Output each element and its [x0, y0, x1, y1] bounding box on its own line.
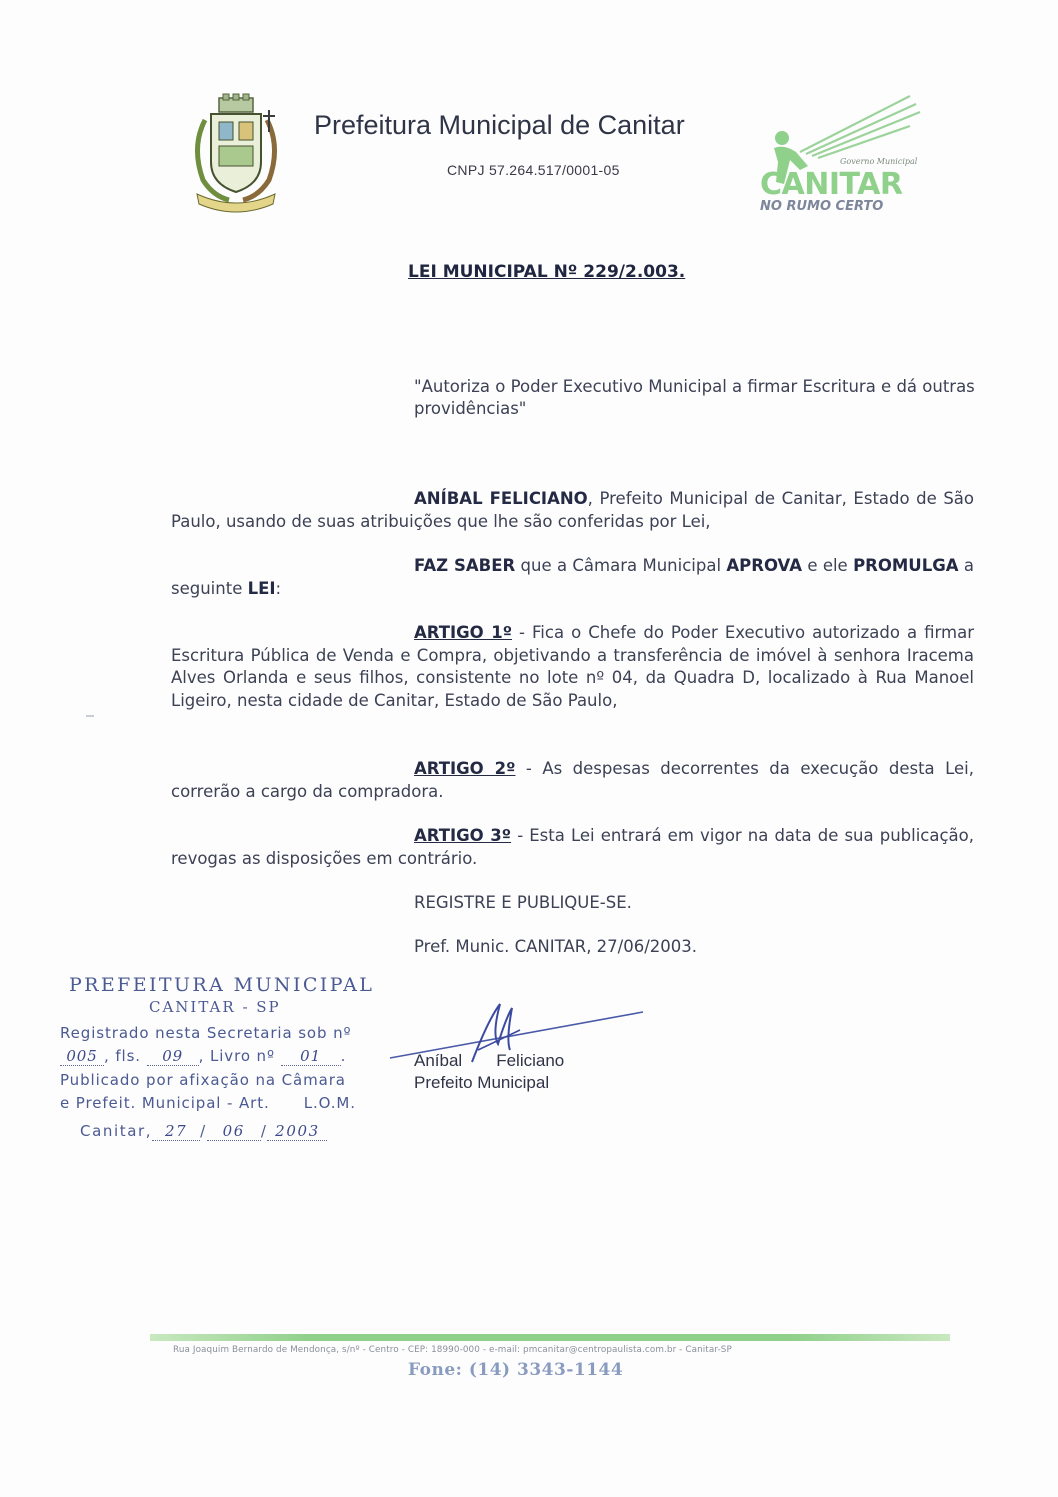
- article-2-label: ARTIGO 2º: [414, 759, 516, 778]
- registration-stamp: [60, 974, 390, 1141]
- logo-line3: NO RUMO CERTO: [760, 199, 884, 214]
- stamp-year: 2003: [267, 1122, 327, 1141]
- stamp-livro: 01: [281, 1047, 341, 1066]
- article-1-label: ARTIGO 1º: [414, 623, 513, 642]
- stamp-day: 27: [152, 1122, 200, 1141]
- article-2: ARTIGO 2º - As despesas decorrentes da execução desta Lei, correrão a cargo da compradora.: [171, 759, 975, 801]
- stamp-line2: 005 , fls. 09 , Livro nº 01 .: [60, 1047, 390, 1066]
- logo-line1: Governo Municipal: [840, 157, 918, 166]
- registre-line: REGISTRE E PUBLIQUE-SE.: [414, 893, 632, 912]
- footer-bar: [150, 1334, 950, 1341]
- signer-role: Prefeito Municipal: [414, 1073, 550, 1092]
- signer-first-name: Aníbal: [414, 1051, 463, 1070]
- intro-paragraph: ANÍBAL FELICIANO, Prefeito Municipal de Canitar, Estado de São Paulo, usando de suas atribuições que lhe são conferidas por Lei,: [171, 489, 974, 531]
- stamp-sub: CANITAR - SP: [149, 998, 281, 1016]
- footer-address: Rua Joaquim Bernardo de Mendonça, s/nº - Centro - CEP: 18990-000 - e-mail: pmcanitar@centropaulista.com.br - Canitar-SP: [173, 1345, 732, 1355]
- stamp-month: 06: [207, 1122, 261, 1141]
- scan-speck: [86, 715, 94, 717]
- header-cnpj: CNPJ 57.264.517/0001-05: [447, 162, 620, 178]
- stamp-reg-no: 005: [60, 1047, 104, 1066]
- law-ementa: "Autoriza o Poder Executivo Municipal a firmar Escritura e dá outras providências": [414, 377, 975, 418]
- article-3-label: ARTIGO 3º: [414, 826, 512, 845]
- article-1: ARTIGO 1º - Fica o Chefe do Poder Executivo autorizado a firmar Escritura Pública de Venda e Compra, objetivando a transferência de imóvel à senhora Iracema Alves Orlanda e seus filhos, consistente no lote nº 04, da Quadra D, localizado à Rua Manoel Ligeiro, nesta cidade de Canitar, Estado de São Paulo,: [171, 623, 974, 710]
- logo-line2: CANITAR: [760, 167, 903, 202]
- article-3: ARTIGO 3º - Esta Lei entrará em vigor na data de sua publicação, revogas as disposições em contrário.: [171, 826, 975, 868]
- stamp-head: PREFEITURA MUNICIPAL: [69, 974, 375, 996]
- header-title: Prefeitura Municipal de Canitar: [314, 110, 685, 140]
- stamp-line3: Publicado por afixação na Câmara: [60, 1071, 346, 1089]
- canitar-logo-icon: [760, 92, 938, 214]
- place-date: Pref. Munic. CANITAR, 27/06/2003.: [414, 937, 698, 956]
- stamp-line1: Registrado nesta Secretaria sob nº: [60, 1024, 352, 1042]
- footer-phone: Fone: (14) 3343-1144: [408, 1360, 624, 1380]
- signer-block: [414, 1050, 564, 1094]
- signer-last-name: Feliciano: [496, 1051, 565, 1070]
- law-title: LEI MUNICIPAL Nº 229/2.003.: [408, 262, 686, 282]
- stamp-date-line: Canitar, 27 / 06 / 2003: [80, 1122, 390, 1141]
- faz-saber-paragraph: FAZ SABER que a Câmara Municipal APROVA e ele PROMULGA a seguinte LEI:: [171, 556, 975, 598]
- municipal-crest-icon: [183, 92, 289, 214]
- stamp-fls: 09: [147, 1047, 199, 1066]
- mayor-name: ANÍBAL FELICIANO: [414, 489, 588, 508]
- stamp-line4: e Prefeit. Municipal - Art. L.O.M.: [60, 1094, 356, 1112]
